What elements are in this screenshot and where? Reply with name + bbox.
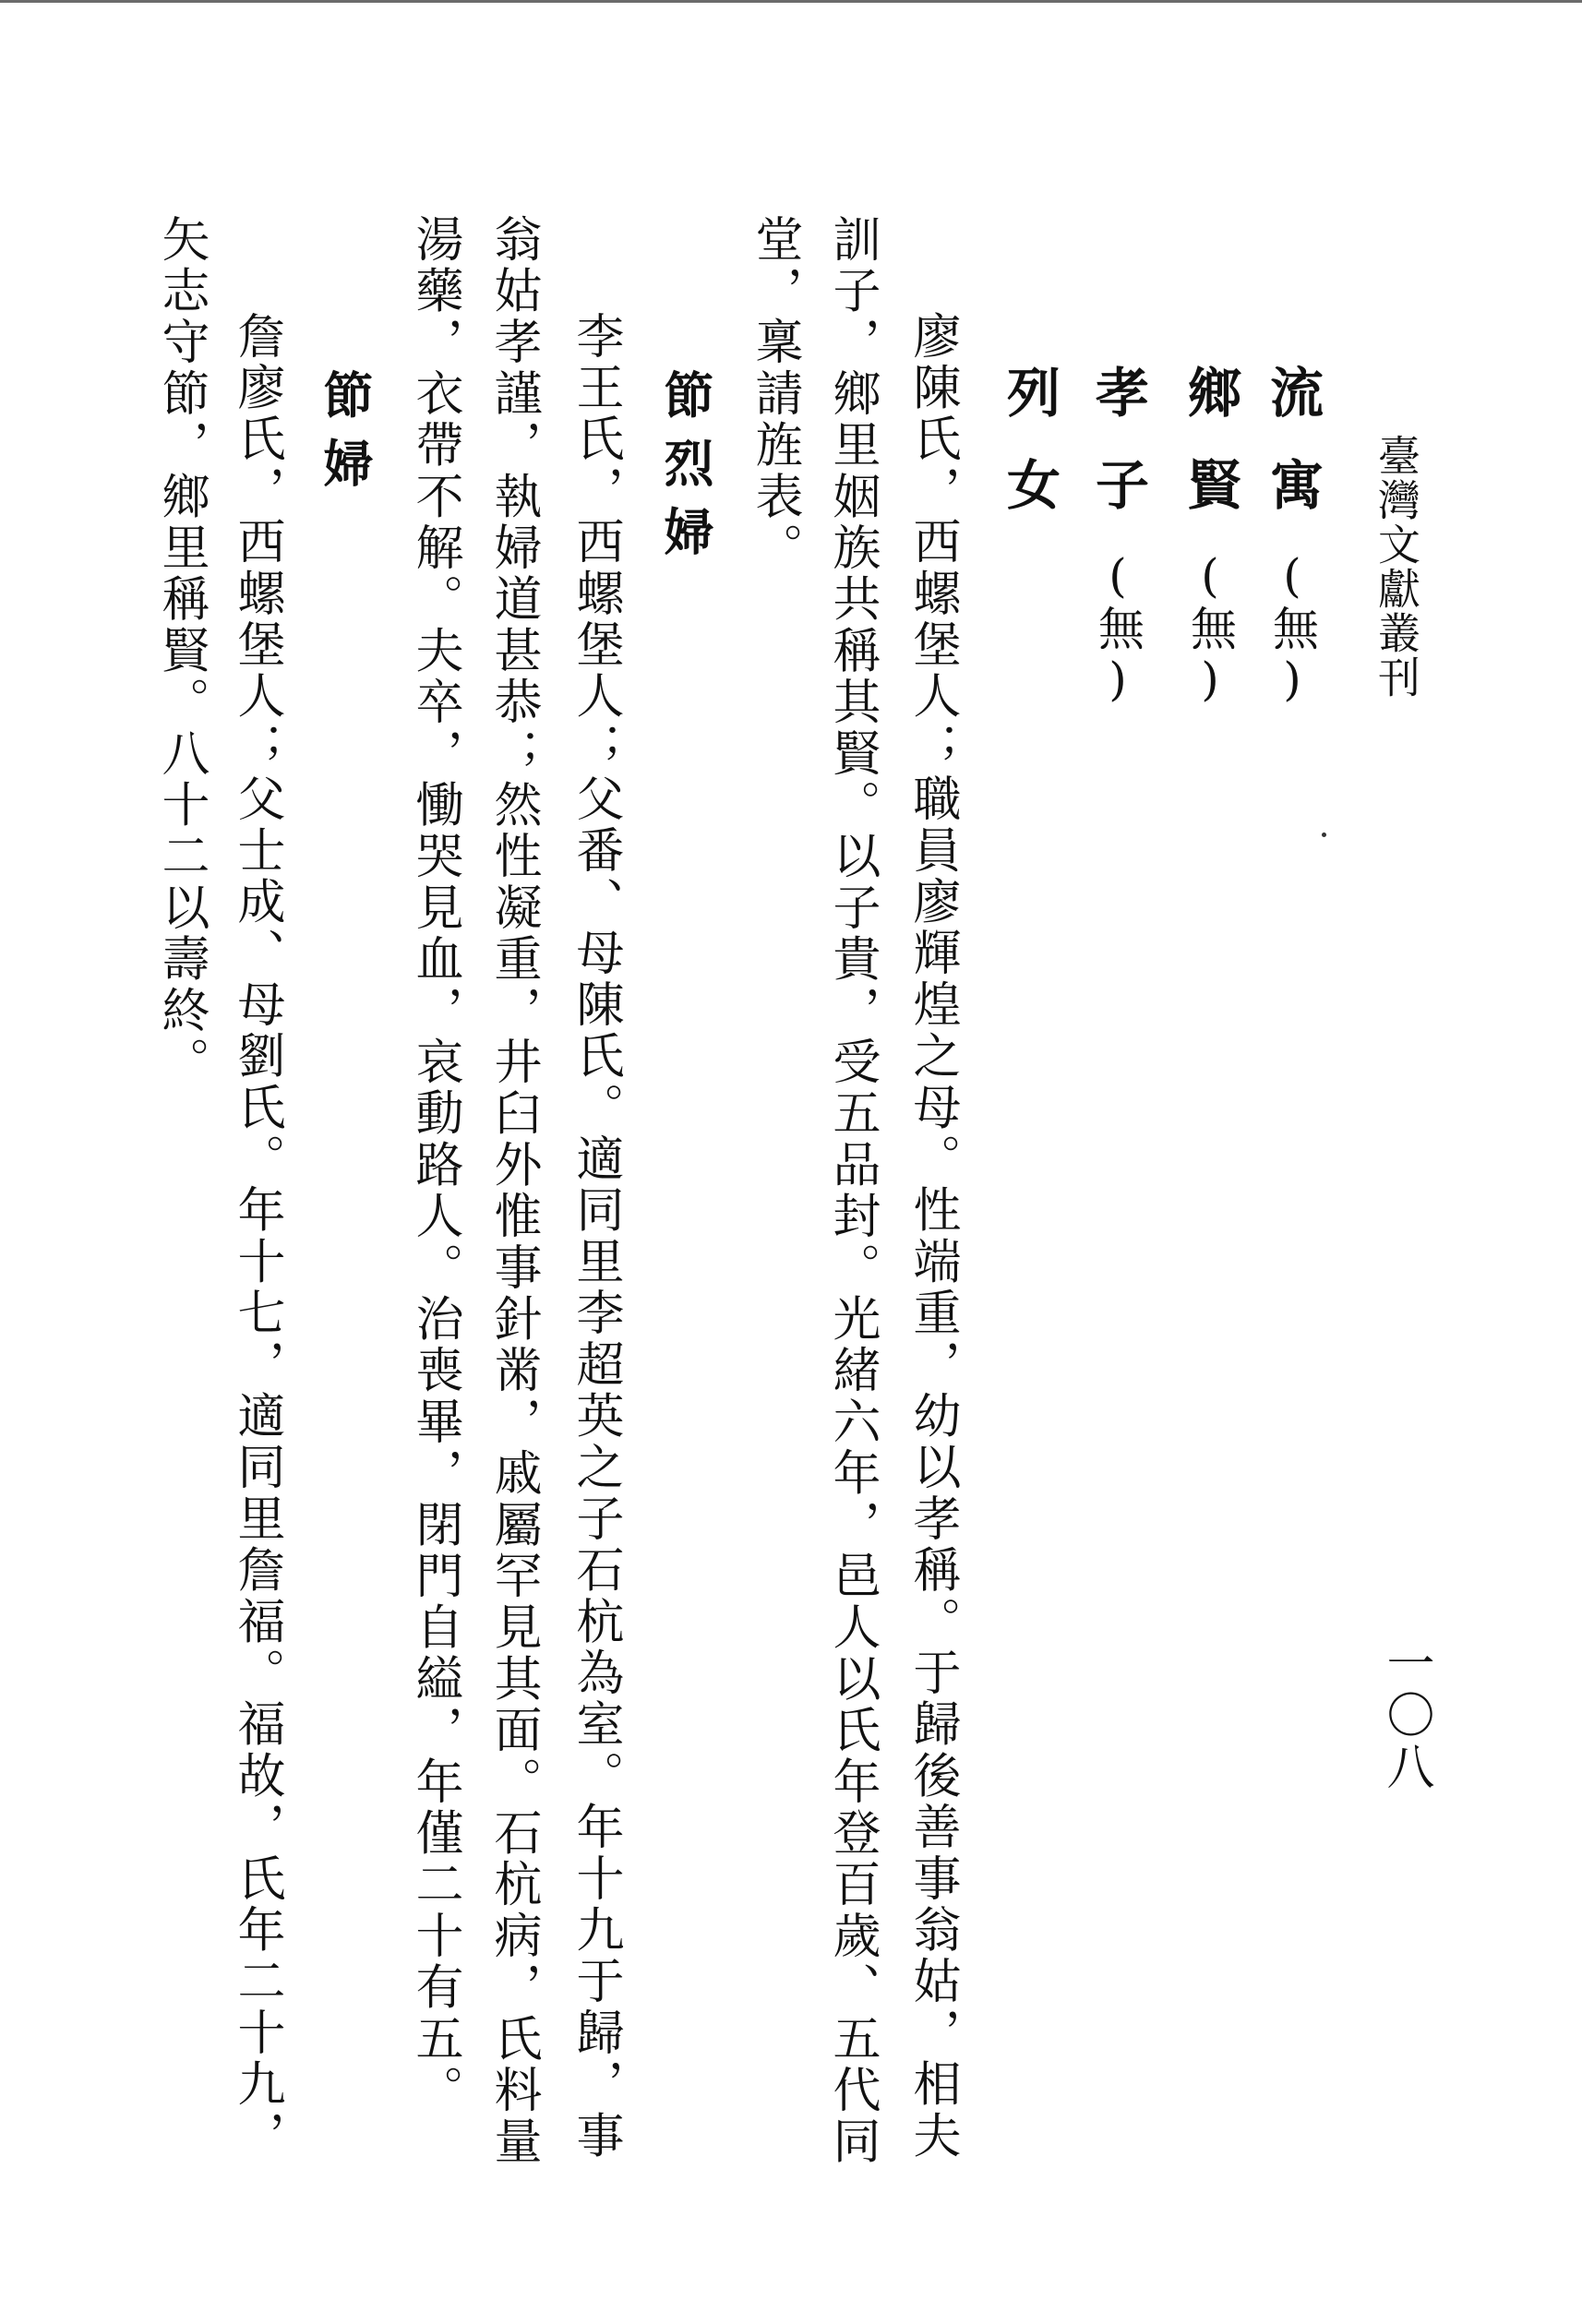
section-note: (無) (1183, 549, 1237, 708)
jielie-text-col-1: 李王氏，西螺堡人；父番、母陳氏。適同里李超英之子石杭為室。年十九于歸，事 (568, 311, 623, 2162)
jielie-text-col-2: 翁姑孝謹，執婦道甚恭；然性凝重，井臼外惟事針黹，戚屬罕見其面。石杭病，氏料量 (485, 214, 541, 2168)
section-heading-liuyu (1261, 365, 1324, 708)
jielie-heading: 節烈婦 (656, 369, 715, 574)
lienu-text-col-1: 廖陳氏，西螺堡人；職員廖輝煌之母。性端重，幼以孝稱。于歸後善事翁姑，相夫 (905, 311, 960, 2162)
jiefu-text-col-1: 詹廖氏，西螺堡人；父士成、母劉氏。年十七，適同里詹福。福故，氏年二十九， (229, 311, 284, 2162)
section-title: 列女 (998, 365, 1061, 549)
page-number: 一〇八 (1378, 1638, 1433, 1793)
section-heading-xiaozi (1086, 365, 1149, 708)
page-top-rule (0, 0, 1582, 3)
section-title: 孝子 (1086, 365, 1149, 549)
section-note: (無) (1265, 549, 1319, 708)
jiefu-heading: 節婦 (316, 369, 375, 506)
section-note: (無) (1091, 549, 1145, 708)
jielie-text-col-3: 湯藥，衣帶不解。夫卒，慟哭見血，哀動路人。治喪畢，閉門自縊，年僅二十有五。 (407, 214, 462, 2116)
lienu-text-col-3: 堂，稟請旌表。 (747, 214, 802, 574)
section-title: 鄉賢 (1179, 365, 1241, 549)
ink-speck (1322, 833, 1326, 837)
jiefu-text-col-2: 矢志守節，鄉里稱賢。八十二以壽終。 (153, 214, 209, 1088)
lienu-text-col-2: 訓子，鄉里姻族共稱其賢。以子貴，受五品封。光緒六年，邑人以氏年登百歲、五代同 (824, 214, 880, 2168)
section-heading-lienu (998, 365, 1061, 549)
running-head: 臺灣文獻叢刊 (1372, 434, 1421, 700)
section-heading-xiangxian (1179, 365, 1241, 708)
section-title: 流寓 (1261, 365, 1324, 549)
